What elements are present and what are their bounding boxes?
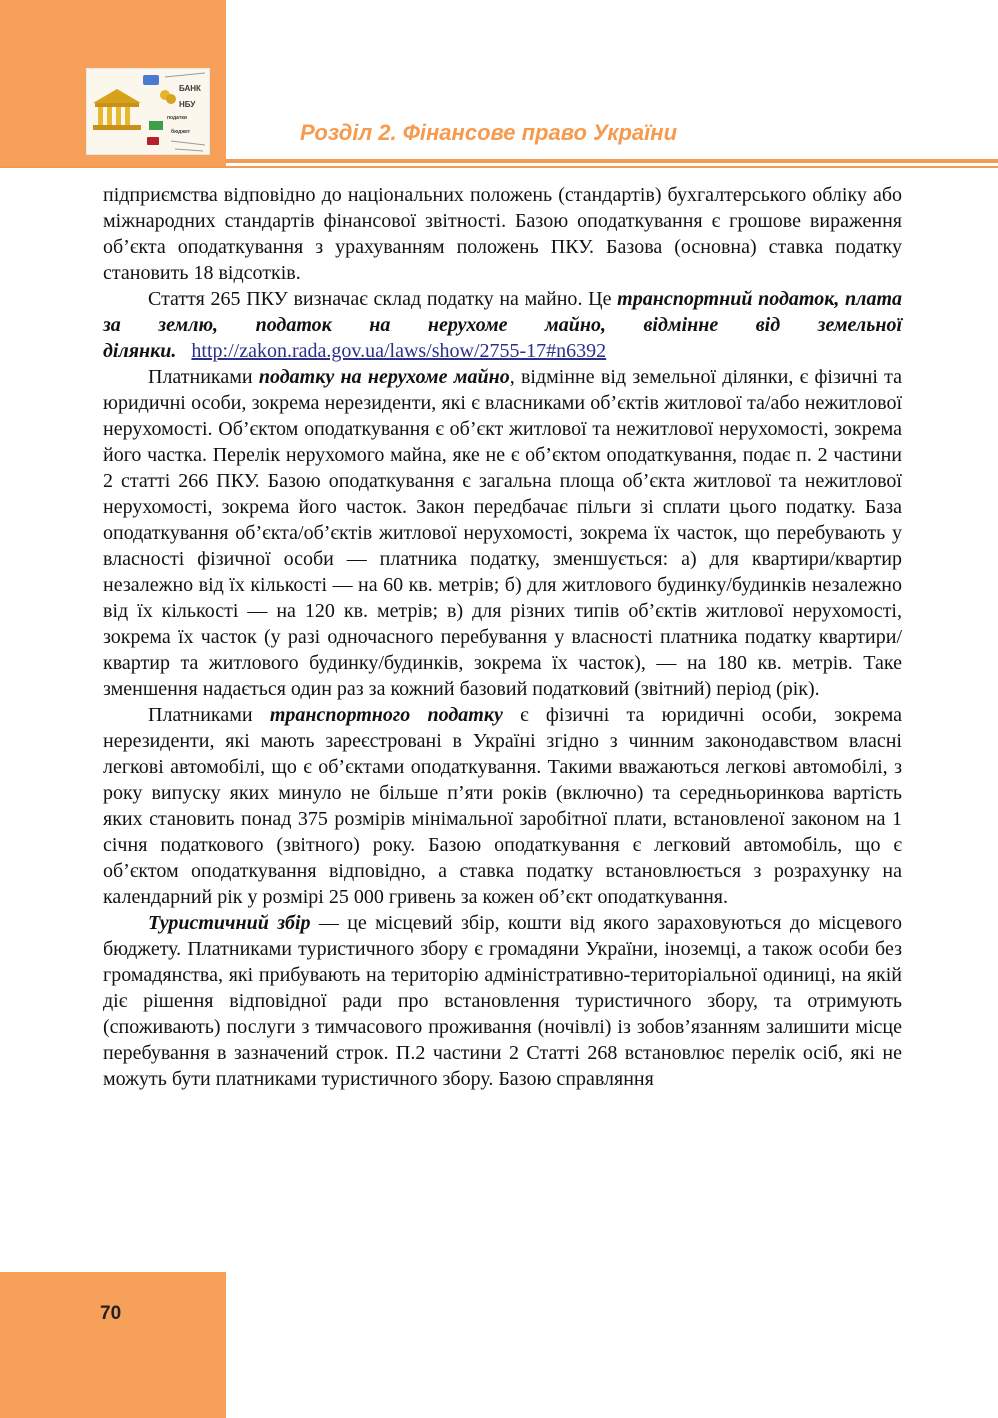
footer-color-block	[0, 1272, 226, 1418]
paragraph-text: — це місцевий збір, кошти від якого зараховуються до місцевого бюджету. Платниками туристичного збору є громадяни України, іноземці, а також особи без громадянства, які прибувають на територію адміністративно-територіальної одиниці, на якій діє рішення відповідної ради про встановлення туристичного збору, та отримують (споживають) послуги з тимчасового проживання (ночівлі) із зобов’язанням залишити місце перебування в зазначений строк. П.2 частини 2 Статті 268 встановлює перелік осіб, які не можуть бути платниками туристичного збору. Базою справляння	[103, 912, 902, 1090]
paragraph-profit-tax	[103, 182, 902, 286]
page-body	[103, 182, 902, 1092]
logo-word-nbu: НБУ	[179, 100, 196, 109]
paragraph-text: є фізичні та юридичні особи, зокрема нерезиденти, які мають зареєстровані в Україні згідно з чинним законодавством власні легкові автомобілі, що є об’єктами оподаткування. Такими вважаються легкові автомобілі, з року випуску яких минуло не більше п’яти років (включно) та середньоринкова вартість яких становить понад 375 розмірів мінімальної заробітної плати, встановленої законом на 1 січня податкового (звітного) року. Базою оподаткування є легковий автомобіль, що є об’єктом оподаткування відповідно, а ставка податку встановлюється з розрахунку на календарний рік у розмірі 25 000 гривень за кожен об’єкт оподаткування.	[103, 704, 902, 908]
paragraph-text: Стаття 265 ПКУ визначає склад	[148, 288, 427, 310]
term-tourist-fee: Туристичний збір	[148, 912, 311, 934]
logo-word-budget: бюджет	[171, 129, 191, 135]
paragraph-tourist-fee	[103, 910, 902, 1092]
term-property-tax: податку на майно	[426, 288, 578, 310]
paragraph-transport-tax	[103, 702, 902, 910]
header-divider	[0, 166, 998, 168]
paragraph-text: Платниками	[148, 366, 259, 388]
chapter-title: Розділ 2. Фінансове право України	[300, 120, 678, 145]
finance-collage-icon	[87, 69, 209, 154]
term-property-tax-list: транспортний податок, плата за землю, податок на нерухоме майно, відмінне від земельної ділянки.	[103, 288, 902, 362]
paragraph-text: Платниками	[148, 704, 270, 726]
chapter-logo	[86, 68, 210, 155]
term-real-estate-tax: податку на нерухоме майно	[258, 366, 510, 388]
paragraph-text: . Це	[577, 288, 618, 310]
header-rule	[226, 159, 998, 163]
logo-word-bank: БАНК	[179, 84, 201, 93]
logo-word-taxes: податки	[167, 115, 187, 121]
paragraph-text: підприємства відповідно до національних положень (стандартів) бухгалтерського обліку або міжнародних стандартів фінансової звітності. Базою оподаткування є грошове вираження об’єкта оподаткування з урахуванням положень ПКУ. Базова (основна) ставка податку становить 18 відсотків.	[103, 184, 902, 284]
paragraph-real-estate-tax	[103, 364, 902, 702]
law-link[interactable]: http://zakon.rada.gov.ua/laws/show/2755-17#n6392	[191, 340, 607, 362]
paragraph-property-tax	[103, 286, 902, 364]
term-transport-tax: транспортного податку	[269, 704, 503, 726]
page-number: 70	[100, 1303, 122, 1324]
paragraph-text: , відмінне від земельної ділянки, є фізичні та юридичні особи, зокрема нерезиденти, які є власниками об’єктів житлової та/або нежитлової нерухомості. Об’єктом оподаткування є об’єкт житлової та нежитлової нерухомості, зокрема його частка. Перелік нерухомого майна, яке не є об’єктом оподаткування, подає п. 2 частини 2 статті 266 ПКУ. Базою оподаткування є загальна площа об’єкта житлової та нежитлової нерухомості, зокрема його часток. Закон передбачає пільги зі сплати цього податку. База оподаткування об’єкта/об’єктів житлової нерухомості, зокрема їх часток, що перебувають у власності фізичної особи — платника податку, зменшується: а) для квартири/квартир незалежно від їх кількості — на 60 кв. метрів; б) для житлового будинку/будинків незалежно від їх кількості — на 120 кв. метрів; в) для різних типів об’єктів житлової нерухомості, зокрема їх часток (у разі одночасного перебування у власності платника податку квартири/квартир та житлового будинку/будинків, зокрема їх часток), — на 180 кв. метрів. Таке зменшення надається один раз за кожний базовий податковий (звітний) період (рік).	[103, 366, 903, 700]
